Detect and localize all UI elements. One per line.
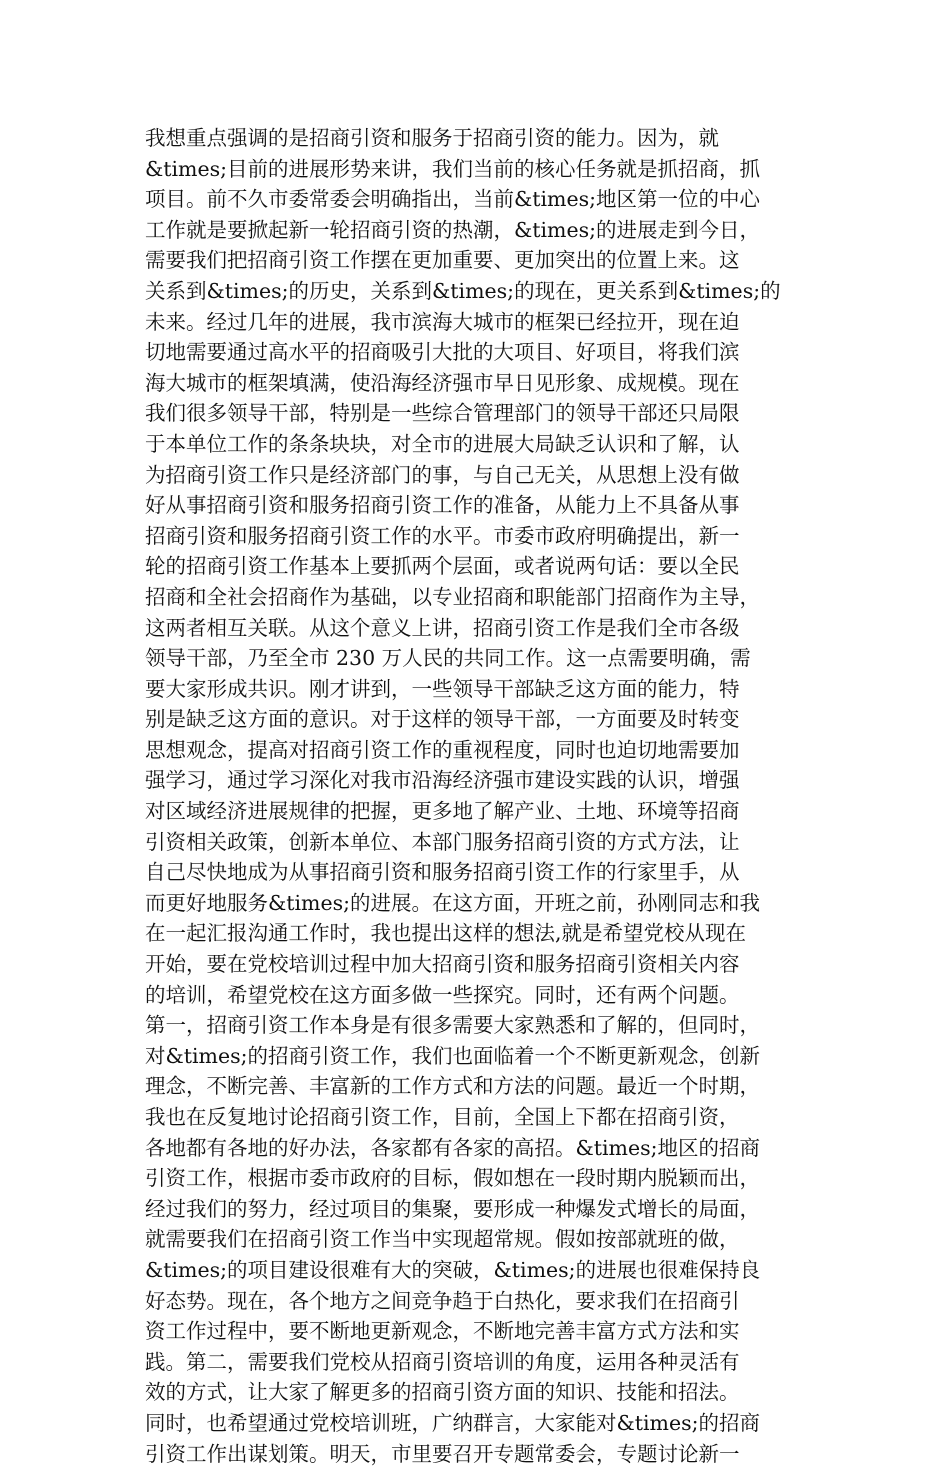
text-line: 项目。前不久市委常委会明确指出，当前&times;地区第一位的中心 [145,187,761,212]
text-line: 好从事招商引资和服务招商引资工作的准备，从能力上不具备从事 [145,493,740,518]
text-line: 我们很多领导干部，特别是一些综合管理部门的领导干部还只局限 [145,401,740,426]
text-line: 需要我们把招商引资工作摆在更加重要、更加突出的位置上来。这 [145,248,740,273]
text-line: 践。第二，需要我们党校从招商引资培训的角度，运用各种灵活有 [145,1349,740,1374]
text-line: 理念，不断完善、丰富新的工作方式和方法的问题。最近一个时期， [145,1074,760,1099]
text-line: 效的方式，让大家了解更多的招商引资方面的知识、技能和招法。 [145,1380,740,1405]
text-line: 为招商引资工作只是经济部门的事，与自己无关，从思想上没有做 [145,462,740,487]
text-line: 工作就是要掀起新一轮招商引资的热潮，&times;的进展走到今日， [145,217,761,242]
text-line: 未来。经过几年的进展，我市滨海大城市的框架已经拉开，现在迫 [145,309,740,334]
text-line: 这两者相互关联。从这个意义上讲，招商引资工作是我们全市各级 [145,615,740,640]
text-line: 于本单位工作的条条块块，对全市的进展大局缺乏认识和了解，认 [145,431,740,456]
text-line: 我也在反复地讨论招商引资工作，目前，全国上下都在招商引资， [145,1105,740,1129]
text-line: 思想观念，提高对招商引资工作的重视程度，同时也迫切地需要加 [145,737,740,762]
text-line: 海大城市的框架填满，使沿海经济强市早日见形象、成规模。现在 [145,370,740,395]
text-line: 对&times;的招商引资工作，我们也面临着一个不断更新观念，创新 [145,1043,761,1068]
text-line: &times;的项目建设很难有大的突破，&times;的进展也很难保持良 [145,1257,761,1282]
text-line: 好态势。现在，各个地方之间竞争趋于白热化，要求我们在招商引 [145,1288,740,1313]
text-line: 的培训，希望党校在这方面多做一些探究。同时，还有两个问题。 [145,982,740,1007]
text-line: 引资工作出谋划策。明天，市里要召开专题常委会，专题讨论新一 [145,1441,740,1466]
text-line: 招商和全社会招商作为基础，以专业招商和职能部门招商作为主导， [145,584,760,609]
text-line: 资工作过程中，要不断地更新观念，不断地完善丰富方式方法和实 [145,1319,740,1344]
text-line: 引资相关政策，创新本单位、本部门服务招商引资的方式方法，让 [145,829,740,854]
text-line: 自己尽快地成为从事招商引资和服务招商引资工作的行家里手，从 [145,860,740,885]
text-line: 而更好地服务&times;的进展。在这方面，开班之前，孙刚同志和我 [145,890,761,915]
body-paragraph [145,123,817,1469]
text-line: 切地需要通过高水平的招商吸引大批的大项目、好项目，将我们滨 [145,340,740,365]
text-line: 经过我们的努力，经过项目的集聚，要形成一种爆发式增长的局面， [145,1196,760,1221]
text-line: 关系到&times;的历史，关系到&times;的现在，更关系到&times;的 [145,278,781,303]
text-line: 各地都有各地的好办法，各家都有各家的高招。&times;地区的招商 [145,1135,761,1160]
text-line: 就需要我们在招商引资工作当中实现超常规。假如按部就班的做， [145,1227,740,1252]
text-line: 开始，要在党校培训过程中加大招商引资和服务招商引资相关内容 [145,952,740,977]
text-line: 别是缺乏这方面的意识。对于这样的领导干部，一方面要及时转变 [145,707,740,732]
text-line: 引资工作，根据市委市政府的目标，假如想在一段时期内脱颖而出， [145,1166,760,1191]
text-line: 领导干部，乃至全市 230 万人民的共同工作。这一点需要明确，需 [145,646,751,671]
text-line: 招商引资和服务招商引资工作的水平。市委市政府明确提出，新一 [145,523,740,548]
text-line: 要大家形成共识。刚才讲到，一些领导干部缺乏这方面的能力，特 [145,676,740,701]
text-line: 同时，也希望通过党校培训班，广纳群言，大家能对&times;的招商 [145,1410,761,1435]
text-line: &times;目前的进展形势来讲，我们当前的核心任务就是抓招商，抓 [145,156,761,181]
text-line: 在一起汇报沟通工作时，我也提出这样的想法,就是希望党校从现在 [145,921,747,946]
text-line: 强学习，通过学习深化对我市沿海经济强市建设实践的认识，增强 [145,768,740,793]
text-line: 对区域经济进展规律的把握，更多地了解产业、土地、环境等招商 [145,799,740,824]
text-line: 我想重点强调的是招商引资和服务于招商引资的能力。因为，就 [145,126,719,150]
text-line: 第一，招商引资工作本身是有很多需要大家熟悉和了解的，但同时， [145,1013,760,1038]
text-line: 轮的招商引资工作基本上要抓两个层面，或者说两句话：要以全民 [145,554,740,579]
